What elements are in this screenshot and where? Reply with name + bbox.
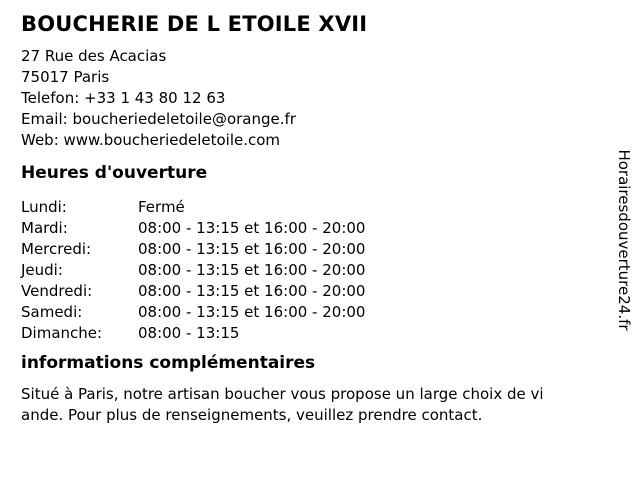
day-hours: 08:00 - 13:15 et 16:00 - 20:00 (138, 219, 366, 237)
address-city-line: 75017 Paris (21, 68, 110, 86)
day-hours: 08:00 - 13:15 et 16:00 - 20:00 (138, 261, 366, 279)
day-label: Jeudi: (21, 261, 63, 279)
info-text-line: ande. Pour plus de renseignements, veuillez prendre contact. (21, 406, 483, 424)
opening-hours-table (21, 197, 640, 344)
contact-block (21, 46, 640, 151)
hours-row-friday (21, 281, 640, 302)
address-street-line: 27 Rue des Acacias (21, 47, 167, 65)
hours-row-saturday (21, 302, 640, 323)
phone-line: Telefon: +33 1 43 80 12 63 (21, 89, 226, 107)
day-hours: 08:00 - 13:15 et 16:00 - 20:00 (138, 303, 366, 321)
day-label: Lundi: (21, 198, 67, 216)
day-label: Mardi: (21, 219, 68, 237)
additional-info-text (21, 384, 640, 426)
info-text-line: Situé à Paris, notre artisan boucher vous propose un large choix de vi (21, 385, 544, 403)
hours-row-tuesday (21, 218, 640, 239)
day-hours: 08:00 - 13:15 et 16:00 - 20:00 (138, 240, 366, 258)
day-hours: Fermé (138, 198, 185, 216)
day-label: Dimanche: (21, 324, 103, 342)
day-hours: 08:00 - 13:15 et 16:00 - 20:00 (138, 282, 366, 300)
day-label: Samedi: (21, 303, 83, 321)
hours-row-monday (21, 197, 640, 218)
hours-row-wednesday (21, 239, 640, 260)
hours-row-thursday (21, 260, 640, 281)
hours-row-sunday (21, 323, 640, 344)
email-line: Email: boucheriedeletoile@orange.fr (21, 110, 296, 128)
day-label: Mercredi: (21, 240, 92, 258)
day-hours: 08:00 - 13:15 (138, 324, 240, 342)
page-title: BOUCHERIE DE L ETOILE XVII (21, 12, 368, 36)
site-watermark: Horairesdouverture24.fr (615, 149, 633, 331)
opening-hours-heading: Heures d'ouverture (21, 163, 208, 183)
day-label: Vendredi: (21, 282, 93, 300)
additional-info-heading: informations complémentaires (21, 353, 316, 373)
website-line: Web: www.boucheriedeletoile.com (21, 131, 281, 149)
